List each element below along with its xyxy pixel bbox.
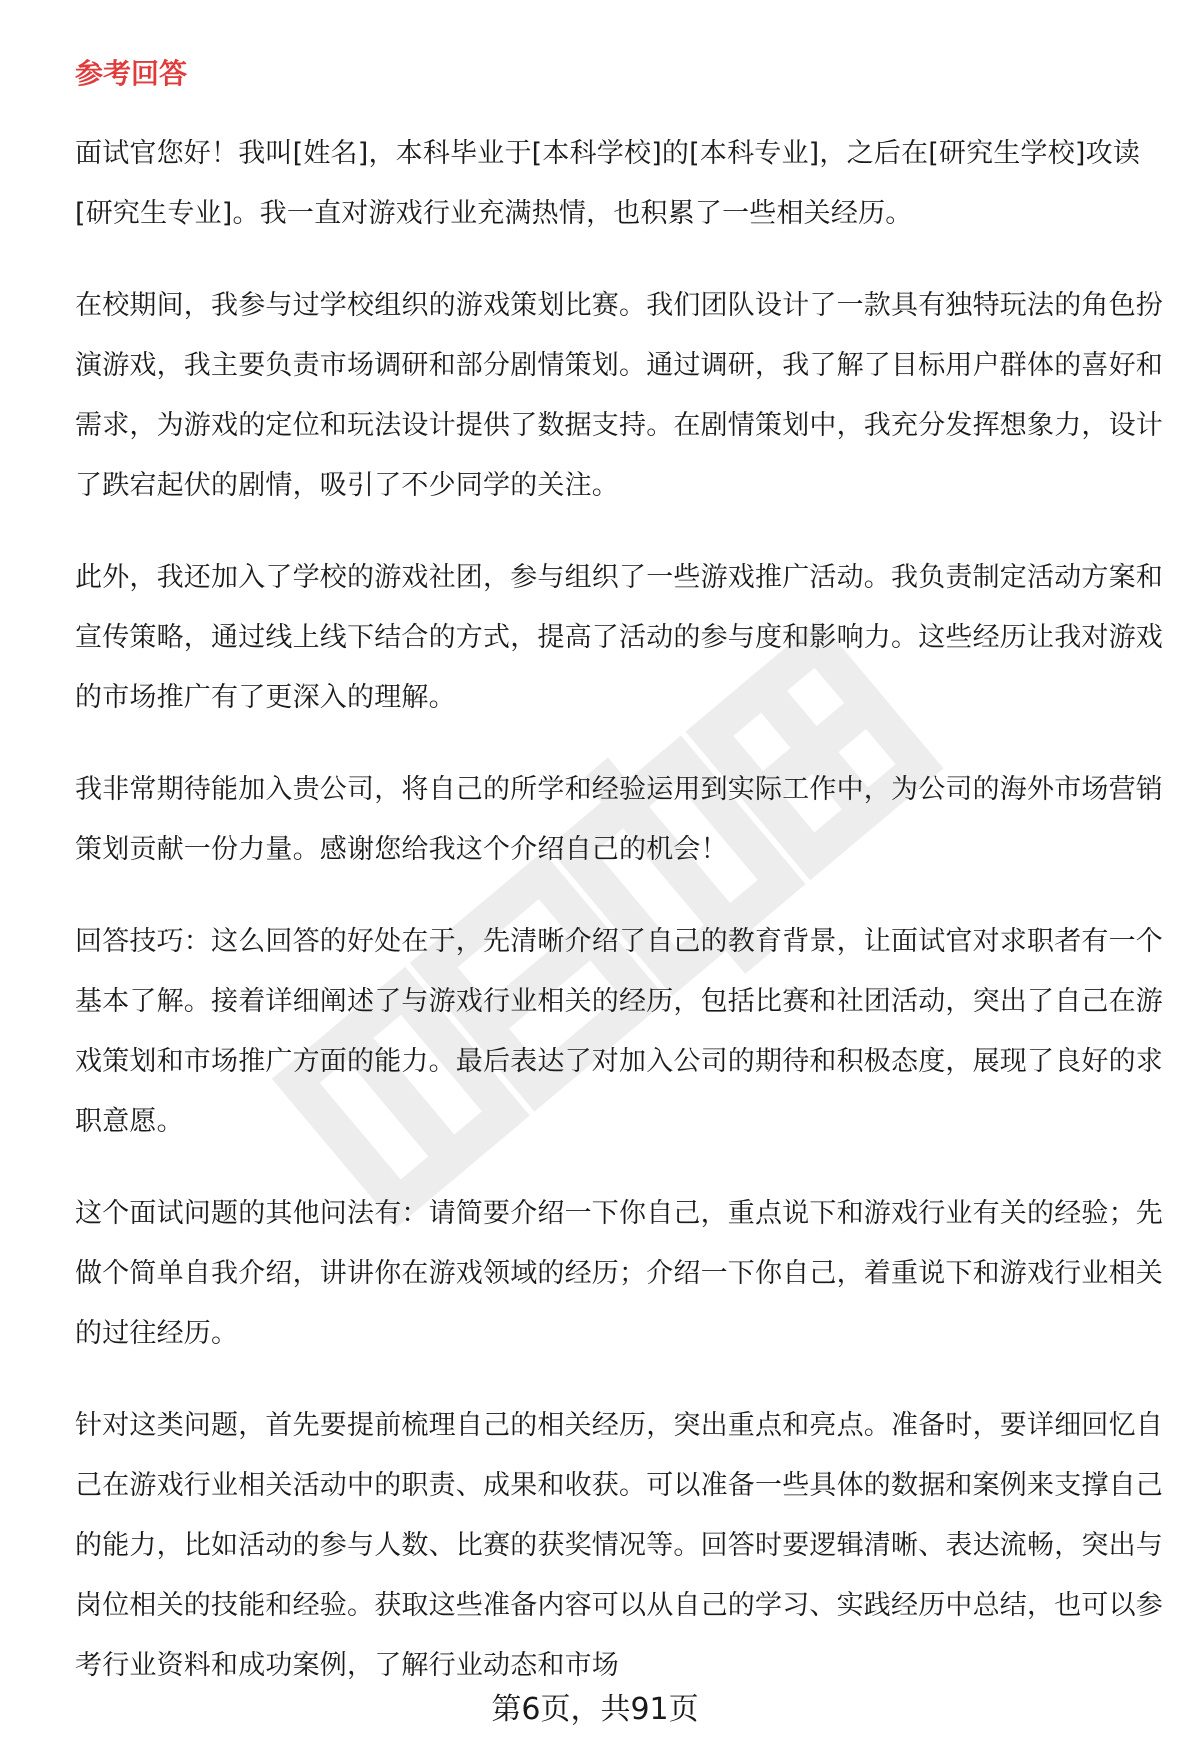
paragraph-closing: 我非常期待能加入贵公司，将自己的所学和经验运用到实际工作中，为公司的海外市场营销策划贡献一份力量。感谢您给我这个介绍自己的机会！ bbox=[75, 774, 1163, 865]
document-content bbox=[75, 52, 1165, 1696]
paragraph-preparation-advice: 针对这类问题，首先要提前梳理自己的相关经历，突出重点和亮点。准备时，要详细回忆自己在游戏行业相关活动中的职责、成果和收获。可以准备一些具体的数据和案例来支撑自己的能力，比如活动的参与人数、比赛的获奖情况等。回答时要逻辑清晰、表达流畅，突出与岗位相关的技能和经验。获取这些准备内容可以从自己的学习、实践经历中总结，也可以参考行业资料和成功案例，了解行业动态和市场 bbox=[75, 1410, 1163, 1681]
paragraph-introduction: 面试官您好！我叫[姓名]，本科毕业于[本科学校]的[本科专业]，之后在[研究生学校]攻读[研究生专业]。我一直对游戏行业充满热情，也积累了一些相关经历。 bbox=[75, 138, 1141, 229]
paragraph-competition: 在校期间，我参与过学校组织的游戏策划比赛。我们团队设计了一款具有独特玩法的角色扮演游戏，我主要负责市场调研和部分剧情策划。通过调研，我了解了目标用户群体的喜好和需求，为游戏的定位和玩法设计提供了数据支持。在剧情策划中，我充分发挥想象力，设计了跌宕起伏的剧情，吸引了不少同学的关注。 bbox=[75, 290, 1163, 501]
paragraph-club: 此外，我还加入了学校的游戏社团，参与组织了一些游戏推广活动。我负责制定活动方案和宣传策略，通过线上线下结合的方式，提高了活动的参与度和影响力。这些经历让我对游戏的市场推广有了更深入的理解。 bbox=[75, 562, 1163, 713]
paragraph-answer-tips: 回答技巧：这么回答的好处在于，先清晰介绍了自己的教育背景，让面试官对求职者有一个基本了解。接着详细阐述了与游戏行业相关的经历，包括比赛和社团活动，突出了自己在游戏策划和市场推广方面的能力。最后表达了对加入公司的期待和积极态度，展现了良好的求职意愿。 bbox=[75, 926, 1163, 1137]
paragraph-alternative-questions: 这个面试问题的其他问法有：请简要介绍一下你自己，重点说下和游戏行业有关的经验；先做个简单自我介绍，讲讲你在游戏领域的经历；介绍一下你自己，着重说下和游戏行业相关的过往经历。 bbox=[75, 1198, 1163, 1349]
page-number: 第6页，共91页 bbox=[491, 1692, 699, 1727]
section-heading: 参考回答 bbox=[75, 57, 188, 90]
